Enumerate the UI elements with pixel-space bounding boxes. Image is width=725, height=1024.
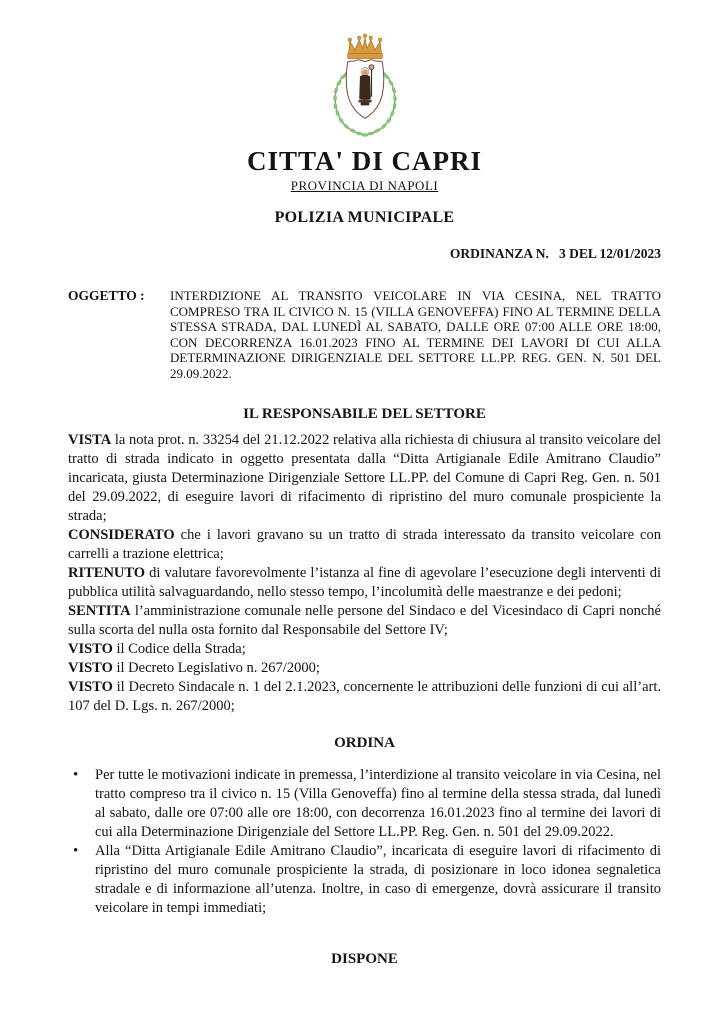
premise-text: che i lavori gravano su un tratto di strada interessato da transito veicolare con carrelli a trazione elettrica; [68, 526, 661, 562]
premise-text: la nota prot. n. 33254 del 21.12.2022 relativa alla richiesta di chiusura al transito veicolare del tratto di strada indicato in oggetto presentata dalla “Ditta Artigianale Edile Amitrano Claudio” incaricata, giusta Determinazione Dirigenziale Settore LL.PP. del Comune di Capri Reg. Gen. n. 501 del 29.09.2022, di eseguire lavori di rifacimento di ripristino del muro comunale prospiciente la strada; [68, 431, 661, 524]
premise-lead: VISTO [68, 659, 113, 676]
premise-text: il Decreto Legislativo n. 267/2000; [112, 659, 320, 676]
premise-lead: SENTITA [68, 602, 131, 619]
ordina-list [68, 766, 661, 918]
premise-lead: CONSIDERATO [68, 526, 175, 543]
crown-icon [347, 34, 382, 58]
ordinance-number-line: ORDINANZA N. 3 DEL 12/01/2023 [449, 246, 661, 261]
subject-label: OGGETTO : [68, 288, 145, 303]
premise-visto-1 [68, 640, 661, 659]
premise-visto-2 [68, 659, 661, 678]
premise-sentita [68, 602, 661, 640]
shield-icon [346, 60, 383, 119]
premise-visto-3 [68, 678, 661, 716]
province-subtitle: PROVINCIA DI NAPOLI [290, 178, 439, 193]
premise-lead: VISTA [68, 431, 112, 448]
premise-ritenuto [68, 564, 661, 602]
premise-lead: VISTO [68, 640, 113, 657]
subject-block [68, 288, 661, 382]
premises-section [68, 431, 661, 716]
premise-lead: VISTO [68, 678, 113, 695]
responsible-heading: IL RESPONSABILE DEL SETTORE [243, 405, 486, 422]
premise-considerato [68, 526, 661, 564]
subject-text: INTERDIZIONE AL TRANSITO VEICOLARE IN VIA CESINA, NEL TRATTO COMPRESO TRA IL CIVICO N. 15 (VILLA GENOVEFFA) FINO AL TERMINE DELLA STESSA STRADA, DAL LUNEDÌ AL SABATO, DALLE ORE 07:00 ALLE ORE 18:00, CON DECORRENZA 16.01.2023 FINO AL TERMINE DEI LAVORI DI CUI ALLA DETERMINAZIONE DIRIGENZIALE DEL SETTORE LL.PP. REG. GEN. N. 501 DEL 29.09.2022. [170, 288, 661, 381]
city-title: CITTA' DI CAPRI [246, 146, 483, 176]
ordina-item-2: • Alla “Ditta Artigianale Edile Amitrano Claudio”, incaricata di eseguire lavori di rifacimento di ripristino del muro comunale prospiciente la strada, di posizionare in loco idonea segnaletica stradale e di informazione all’utenza. Inoltre, in caso di emergenze, dovrà assicurare il transito veicolare in tempi immediati; [95, 842, 661, 918]
premise-lead: RITENUTO [68, 564, 146, 581]
premise-vista [68, 431, 661, 526]
premise-text: il Decreto Sindacale n. 1 del 2.1.2023, concernente le attribuzioni delle funzioni di cui all’art. 107 del D. Lgs. n. 267/2000; [68, 678, 661, 714]
ordina-item-1: • Per tutte le motivazioni indicate in premessa, l’interdizione al transito veicolare in via Cesina, nel tratto compreso tra il civico n. 15 (Villa Genoveffa) fino al termine della stessa strada, dal lunedì al sabato, dalle ore 07:00 alle ore 18:00, con decorrenza 16.01.2023 fino al termine dei lavori di cui alla Determinazione Dirigenziale del Settore LL.PP. Reg. Gen. n. 501 del 29.09.2022. [95, 766, 661, 842]
premise-text: di valutare favorevolmente l’istanza al fine di agevolare l’esecuzione degli interventi di pubblica utilità salvaguardando, nello stesso tempo, l’incolumità delle maestranze e dei pedoni; [68, 564, 661, 600]
dispone-heading: DISPONE [331, 950, 398, 967]
department-title: POLIZIA MUNICIPALE [274, 209, 455, 226]
ordina-heading: ORDINA [334, 734, 395, 751]
premise-text: il Codice della Strada; [112, 640, 246, 657]
crest-graphic [321, 26, 409, 140]
premise-text: l’amministrazione comunale nelle persone del Sindaco e del Vicesindaco di Capri nonché sulla scorta del nulla osta fornito dal Responsabile del Settore IV; [68, 602, 661, 638]
capri-coat-of-arms-icon [68, 26, 661, 142]
